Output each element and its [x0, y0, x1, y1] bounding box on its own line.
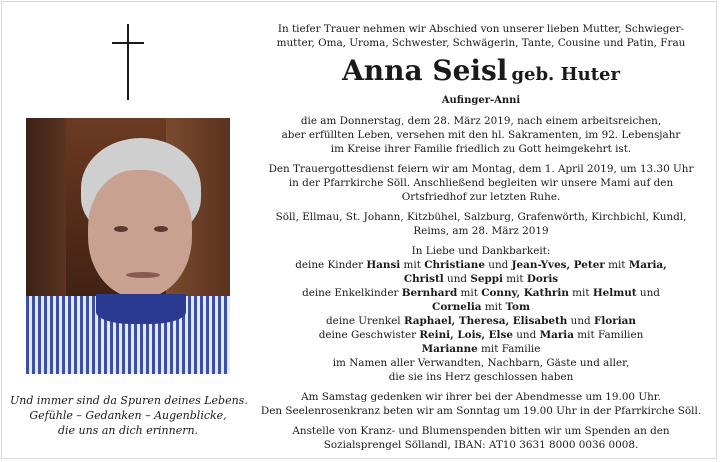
line-text: deine Kinder — [295, 259, 367, 271]
children-line — [248, 258, 714, 272]
family-name: Marianne — [421, 343, 478, 355]
line-text: mit Familien — [573, 329, 644, 341]
line-text: mit — [481, 301, 506, 313]
family-name: Raphael, Theresa, Elisabeth — [403, 315, 568, 327]
death-line: aber erfüllten Leben, versehen mit den hl. Sakramenten, im 92. Lebensjahr — [281, 129, 681, 141]
deceased-name: Anna Seisl — [342, 54, 508, 87]
line-text: mit — [400, 259, 425, 271]
grandchildren-line-2 — [248, 300, 714, 314]
portrait-photo — [26, 118, 230, 374]
places-line: Söll, Ellmau, St. Johann, Kitzbühel, Salzburg, Grafenwörth, Kirchbichl, Kundl, — [275, 211, 687, 223]
death-line: die am Donnerstag, dem 28. März 2019, nach einem arbeitsreichen, — [300, 115, 662, 127]
line-text: mit — [604, 259, 629, 271]
relatives-line: im Namen aller Verwandten, Nachbarn, Gäste und aller, — [332, 357, 630, 369]
caption-line: Gefühle – Gedanken – Augenblicke, — [29, 409, 227, 422]
service-line: in der Pfarrkirche Söll. Anschließend begleiten wir unsere Mami auf den — [288, 177, 674, 189]
family-name: Jean-Yves, Peter — [511, 259, 605, 271]
family-name: Seppi — [470, 273, 503, 285]
line-text: und — [567, 315, 594, 327]
line-text: deine Geschwister — [318, 329, 420, 341]
family-name: Bernhard — [401, 287, 458, 299]
family-name: Doris — [526, 273, 559, 285]
service-line: Ortsfriedhof zur letzten Ruhe. — [401, 191, 561, 203]
mass-line: Am Samstag gedenken wir ihrer bei der Abendmesse um 19.00 Uhr. — [301, 391, 661, 403]
line-text: mit Familie — [477, 343, 541, 355]
cross-icon — [112, 24, 144, 100]
family-name: Cornelia — [432, 301, 482, 313]
line-text: und — [512, 329, 540, 341]
death-line: im Kreise ihrer Familie friedlich zu Gott heimgekehrt ist. — [330, 143, 632, 155]
great-grandchildren-line — [248, 314, 714, 328]
line-text: mit — [568, 287, 593, 299]
line-text: mit — [502, 273, 527, 285]
notice-text — [248, 22, 714, 452]
memorial-caption — [10, 393, 246, 438]
donation-line: Sozialsprengel Söllandl, IBAN: AT10 3631 8000 0036 0008. — [323, 439, 639, 451]
line-text: deine Urenkel — [326, 315, 404, 327]
siblings-line — [248, 328, 714, 342]
children-line-2 — [248, 272, 714, 286]
gratitude-line: In Liebe und Dankbarkeit: — [411, 245, 551, 257]
caption-line: Und immer sind da Spuren deines Lebens. — [10, 394, 248, 407]
family-name: Hansi — [366, 259, 401, 271]
line-text: mit — [457, 287, 482, 299]
line-text: deine Enkelkinder — [302, 287, 402, 299]
family-name: Christiane — [424, 259, 485, 271]
line-text: und — [484, 259, 512, 271]
family-name: Tom — [505, 301, 530, 313]
family-name: Helmut — [592, 287, 637, 299]
relatives-line: die sie ins Herz geschlossen haben — [388, 371, 574, 383]
intro-line: mutter, Oma, Uroma, Schwester, Schwägerin, Tante, Cousine und Patin, Frau — [276, 37, 686, 49]
family-name: Maria — [539, 329, 574, 341]
birth-name: geb. Huter — [511, 64, 620, 85]
family-name: Maria, — [628, 259, 667, 271]
caption-line: die uns an dich erinnern. — [57, 424, 199, 437]
service-line: Den Trauergottesdienst feiern wir am Montag, dem 1. April 2019, um 13.30 Uhr — [268, 163, 694, 175]
nickname: Aufinger-Anni — [441, 95, 521, 106]
family-name: Reini, Lois, Else — [419, 329, 513, 341]
family-name: Christl — [403, 273, 444, 285]
donation-line: Anstelle von Kranz- und Blumenspenden bitten wir um Spenden an den — [292, 425, 670, 437]
intro-line: In tiefer Trauer nehmen wir Abschied von unserer lieben Mutter, Schwieger- — [277, 23, 685, 35]
line-text: und — [636, 287, 660, 299]
deceased-name-line — [248, 56, 714, 92]
family-name: Florian — [593, 315, 636, 327]
mass-line: Den Seelenrosenkranz beten wir am Sonntag um 19.00 Uhr in der Pfarrkirche Söll. — [260, 405, 702, 417]
grandchildren-line — [248, 286, 714, 300]
line-text: und — [443, 273, 471, 285]
places-line: Reims, am 28. März 2019 — [413, 225, 549, 237]
family-name: Conny, Kathrin — [481, 287, 569, 299]
siblings-line-2 — [248, 342, 714, 356]
